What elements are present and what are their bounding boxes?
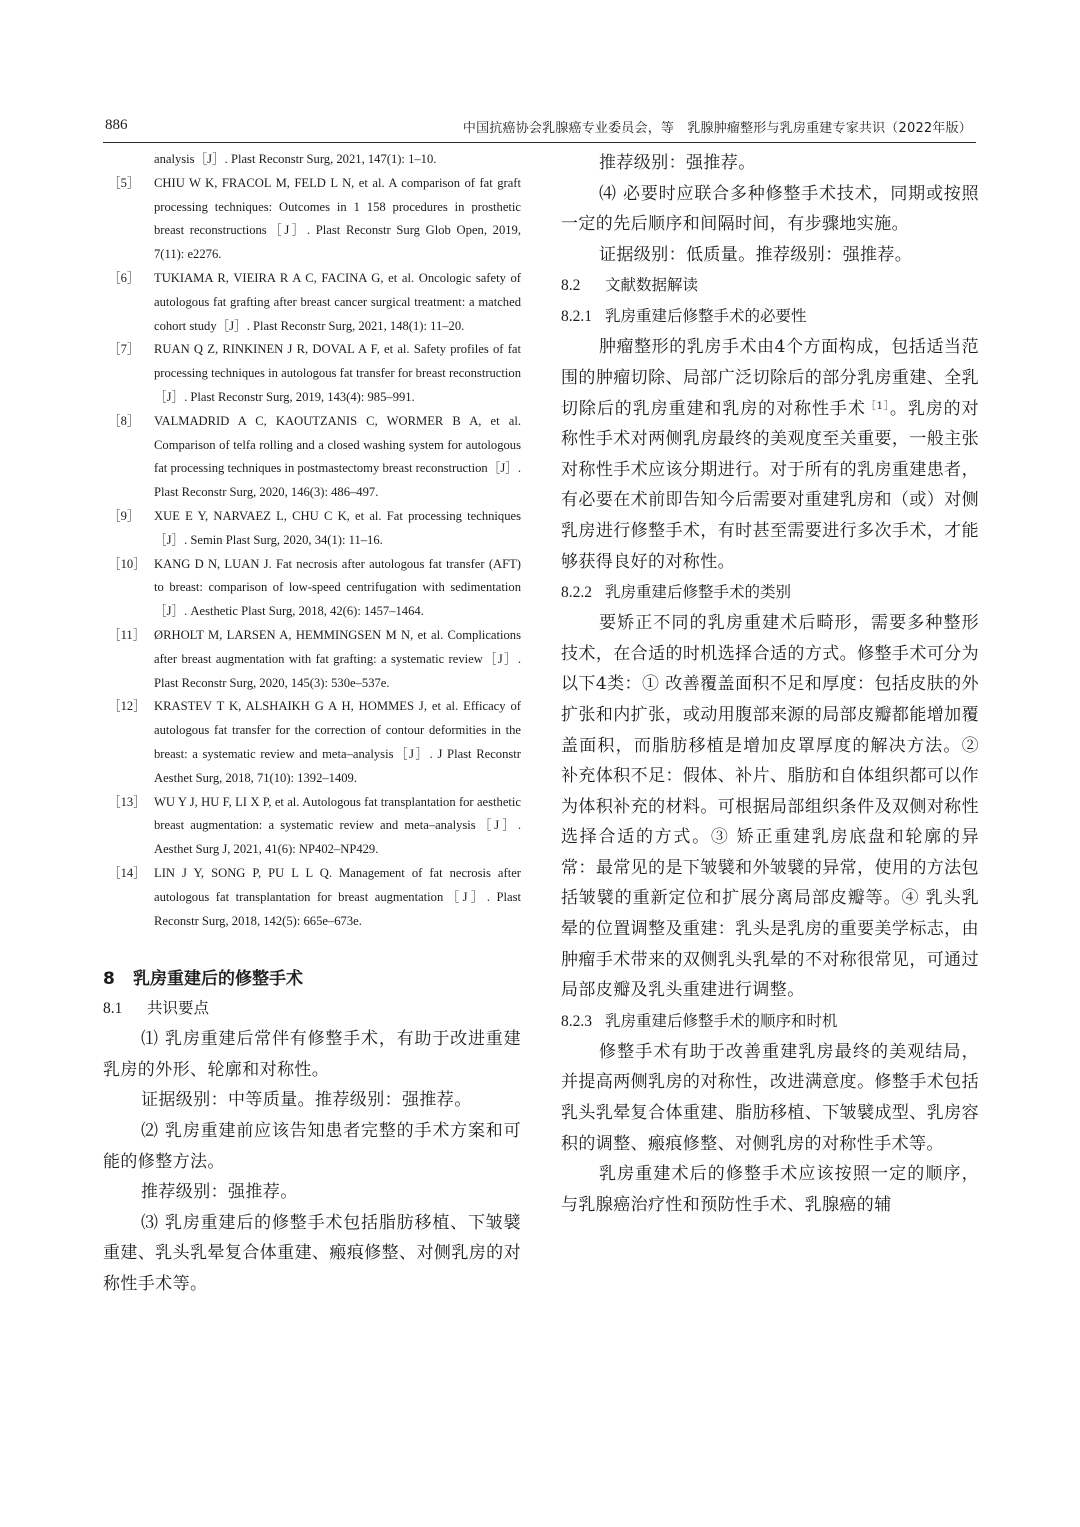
subsection-heading-8-2-3 <box>561 1006 979 1037</box>
reference-number: ［9］ <box>108 508 140 523</box>
evidence-grade-4: 证据级别：低质量。推荐级别：强推荐。 <box>599 244 913 265</box>
reference-text: VALMADRID A C, KAOUTZANIS C, WORMER B A, et al. Comparison of telfa rolling and a closed washing system for autologous fat processing techniques in postmastectomy breast reconstruction［J］. Plast Reconstr Surg, 2020, 146(3): 486–497. <box>154 413 521 500</box>
reference-text: analysis［J］. Plast Reconstr Surg, 2021, 147(1): 1–10. <box>154 152 437 166</box>
reference-number: ［6］ <box>108 270 140 285</box>
reference-item <box>103 267 521 338</box>
reference-item <box>103 338 521 409</box>
paragraph-text: 肿瘤整形的乳房手术由4个方面构成，包括适当范围的肿瘤切除、局部广泛切除后的部分乳房重建、全乳切除后的乳房重建和乳房的对称性手术 <box>561 337 979 419</box>
reference-item <box>103 862 521 933</box>
paragraph-8-2-3-b: 乳房重建术后的修整手术应该按照一定的顺序，与乳腺癌治疗性和预防性手术、乳腺癌的辅 <box>561 1164 979 1215</box>
recommendation-grade-2: 推荐级别：强推荐。 <box>141 1182 298 1203</box>
reference-item <box>103 553 521 624</box>
reference-text: RUAN Q Z, RINKINEN J R, DOVAL A F, et al. Safety profiles of fat processing techniques in autologous fat transfer for breast reconstruction［J］. Plast Reconstr Surg, 2019, 143(4): 985–991. <box>154 342 521 404</box>
section-number: 8 <box>103 969 115 990</box>
evidence-grade-1: 证据级别：中等质量。推荐级别：强推荐。 <box>141 1090 472 1111</box>
reference-number: ［13］ <box>108 794 146 809</box>
consensus-point-3 <box>103 1208 521 1300</box>
section-title: 乳房重建后的修整手术 <box>133 969 303 990</box>
subsection-title: 乳房重建后修整手术的类别 <box>605 583 792 602</box>
reference-number: ［12］ <box>108 699 146 714</box>
reference-text: TUKIAMA R, VIEIRA R A C, FACINA G, et al. Oncologic safety of autologous fat grafting after breast cancer surgical treatment: a matched cohort study［J］. Plast Reconstr Surg, 2021, 148(1): 11–20. <box>154 270 521 333</box>
reference-text: KANG D N, LUAN J. Fat necrosis after autologous fat transfer (AFT) to breast: comparison of low-speed centrifugation with sedimentation［J］. Aesthetic Plast Surg, 2018, 42(6): 1457–1464. <box>154 556 521 619</box>
consensus-point-3-text: ⑶ 乳房重建后的修整手术包括脂肪移植、下皱襞重建、乳头乳晕复合体重建、瘢痕修整、对侧乳房的对称性手术等。 <box>103 1212 521 1295</box>
subsection-title: 乳房重建后修整手术的必要性 <box>605 307 807 326</box>
reference-text: CHIU W K, FRACOL M, FELD L N, et al. A comparison of fat graft processing techniques: Outcomes in 1 158 procedures in prosthetic breast reconstructions［J］. Plast Reconstr Surg Glob Open, 2019, 7(11): e2276. <box>154 175 521 262</box>
reference-item <box>103 410 521 505</box>
reference-item <box>103 695 521 790</box>
consensus-point-2: ⑵ 乳房重建前应该告知患者完整的手术方案和可能的修整方法。 <box>103 1121 521 1172</box>
subsection-number: 8.2.1 <box>561 308 592 326</box>
reference-number: ［5］ <box>108 175 140 190</box>
paragraph-8-2-3-a: 修整手术有助于改善重建乳房最终的美观结局，并提高两侧乳房的对称性，改进满意度。修整手术包括乳头乳晕复合体重建、脂肪移植、下皱襞成型、乳房容积的调整、瘢痕修整、对侧乳房的对称性手术等。 <box>561 1041 979 1154</box>
reference-number: ［8］ <box>108 413 140 428</box>
reference-number: ［10］ <box>108 556 146 571</box>
paragraph-8-2-2: 要矫正不同的乳房重建术后畸形，需要多种整形技术，在合适的时机选择合适的方式。修整手术可分为以下4类：① 改善覆盖面积不足和厚度：包括皮肤的外扩张和内扩张，或动用腹部来源的局部皮瓣都能增加覆盖面积，而脂肪移植是增加皮罩厚度的解决方法。② 补充体积不足：假体、补片、脂肪和自体组织都可以作为体积补充的材料。可根据局部组织条件及双侧对称性选择合适的方式。③ 矫正重建乳房底盘和轮廓的异常：最常见的是下皱襞和外皱襞的异常，使用的方法包括皱襞的重新定位和扩展分离局部皮瓣等。④ 乳头乳晕的位置调整及重建：乳头是乳房的重要美学标志，由肿瘤手术带来的双侧乳头乳晕的不对称很常见，可通过局部皮瓣及乳头重建进行调整。 <box>561 613 979 1001</box>
reference-number: ［14］ <box>108 865 146 880</box>
reference-text: ØRHOLT M, LARSEN A, HEMMINGSEN M N, et al. Complications after breast augmentation with fat grafting: a systematic review［J］. Plast Reconstr Surg, 2020, 145(3): 530e–537e. <box>154 627 521 690</box>
subsection-number: 8.2.2 <box>561 584 592 602</box>
running-title: 中国抗癌协会乳腺癌专业委员会，等 乳腺肿瘤整形与乳房重建专家共识（2022年版） <box>462 121 972 136</box>
consensus-point-1: ⑴ 乳房重建后常伴有修整手术，有助于改进重建乳房的外形、轮廓和对称性。 <box>103 1029 521 1080</box>
reference-item <box>103 148 521 172</box>
subsection-title: 乳房重建后修整手术的顺序和时机 <box>605 1011 838 1030</box>
subsection-number: 8.1 <box>103 1000 123 1018</box>
reference-text: XUE E Y, NARVAEZ L, CHU C K, et al. Fat processing techniques［J］. Semin Plast Surg, 2020, 34(1): 11–16. <box>154 508 521 547</box>
subsection-heading-8-1 <box>103 993 521 1024</box>
paragraph-8-2-1 <box>561 332 979 577</box>
reference-text: WU Y J, HU F, LI X P, et al. Autologous fat transplantation for aesthetic breast augmentation: a systematic review and meta–analysis［J］. Aesthet Surg J, 2021, 41(6): NP402–NP429. <box>154 794 521 857</box>
reference-number: ［11］ <box>108 627 146 642</box>
reference-text: LIN J Y, SONG P, PU L L Q. Management of fat necrosis after autologous fat transplantation for breast augmentation［J］. Plast Reconstr Surg, 2018, 142(5): 665e–673e. <box>154 865 521 928</box>
citation-marker: ［1］ <box>865 400 890 412</box>
reference-text: KRASTEV T K, ALSHAIKH G A H, HOMMES J, et al. Efficacy of autologous fat transfer for the correction of contour deformities in the breast: a systematic review and meta–analysis［J］. J Plast Reconstr Aesthet Surg, 2018, 71(10): 1392–1409. <box>154 699 521 785</box>
subsection-title: 文献数据解读 <box>605 276 699 295</box>
page-number: 886 <box>105 117 128 133</box>
reference-item <box>103 172 521 267</box>
paragraph-text: 。乳房的对称性手术对两侧乳房最终的美观度至关重要，一般主张对称性手术应该分期进行。对于所有的乳房重建患者，有必要在术前即告知今后需要对重建乳房和（或）对侧乳房进行修整手术，有时甚至需要进行多次手术，才能够获得良好的对称性。 <box>561 398 979 572</box>
consensus-point-4: ⑷ 必要时应联合多种修整手术技术，同期或按照一定的先后顺序和间隔时间，有步骤地实施。 <box>561 183 979 235</box>
subsection-heading-8-2 <box>561 270 979 301</box>
subsection-number: 8.2.3 <box>561 1012 592 1030</box>
reference-item <box>103 791 521 862</box>
section-heading-8 <box>103 965 521 993</box>
subsection-title: 共识要点 <box>147 999 210 1018</box>
reference-number: ［7］ <box>108 342 140 357</box>
subsection-heading-8-2-2 <box>561 577 979 608</box>
subsection-heading-8-2-1 <box>561 301 979 332</box>
page-header <box>103 112 976 143</box>
reference-list <box>103 148 521 933</box>
reference-item <box>103 624 521 695</box>
recommendation-grade-3: 推荐级别：强推荐。 <box>599 153 756 173</box>
reference-item <box>103 505 521 553</box>
left-column <box>103 148 521 1300</box>
right-column <box>561 148 979 1220</box>
subsection-number: 8.2 <box>561 277 581 295</box>
